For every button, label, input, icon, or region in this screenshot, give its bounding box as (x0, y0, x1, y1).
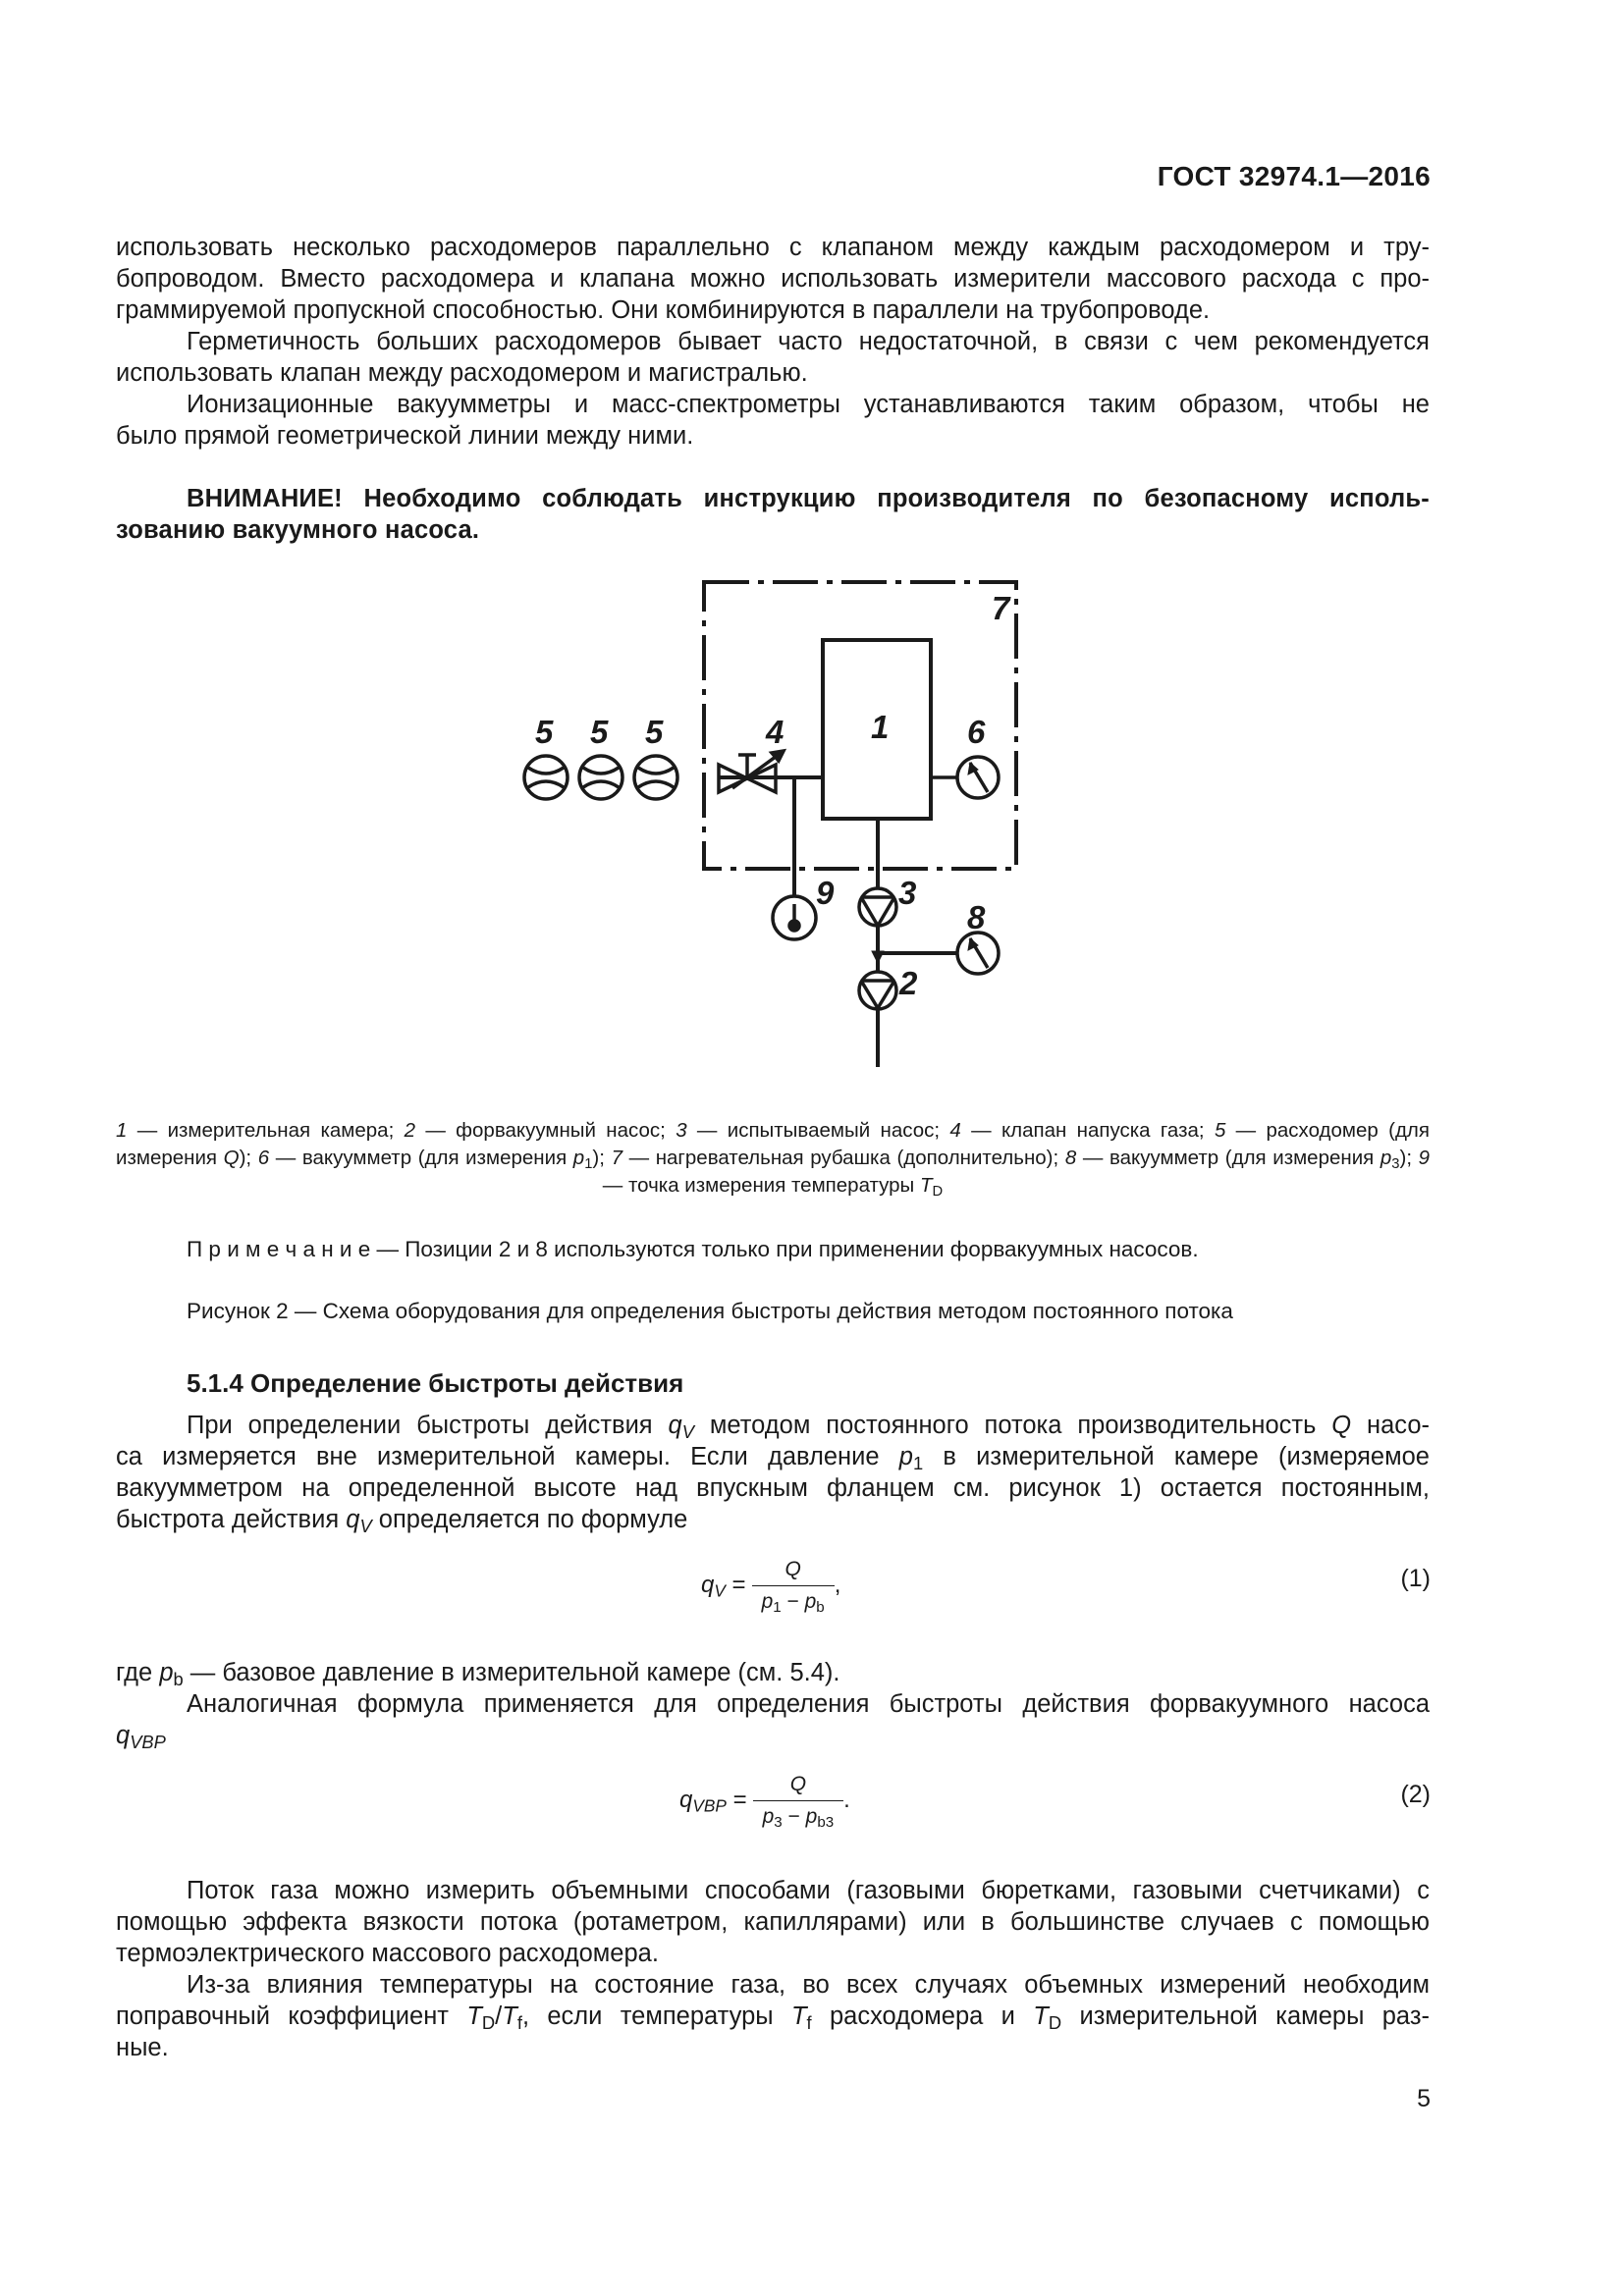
formula-1 (701, 1558, 841, 1617)
legend-text: — точка измерения температуры (602, 1174, 920, 1197)
fraction-numerator: Q (752, 1558, 835, 1586)
flowmeter-symbol (524, 756, 568, 799)
math-punctuation: . (843, 1786, 850, 1813)
warning-text (116, 483, 1430, 546)
math-symbol: p (159, 1659, 174, 1686)
text-run: насо- (1351, 1412, 1430, 1439)
fraction-denominator (752, 1586, 835, 1617)
figure-caption: Рисунок 2 — Схема оборудования для определения быстроты действия методом постоянного потока (187, 1299, 1233, 1323)
legend-text: ); (239, 1147, 258, 1169)
formula-number: (2) (1400, 1781, 1431, 1808)
intro-line: было прямой геометрической линии между ними. (116, 422, 694, 450)
math-symbol: q (701, 1571, 715, 1598)
math-subscript: 1 (773, 1599, 782, 1617)
legend-text: — клапан напуска газа; (960, 1119, 1215, 1142)
math-symbol: T (502, 2002, 517, 2030)
figure-note: П р и м е ч а н и е — Позиции 2 и 8 используются только при применении форвакуумных насосов. (187, 1237, 1199, 1261)
legend-subscript: D (932, 1184, 944, 1201)
legend-text: — нагревательная рубашка (дополнительно); (622, 1147, 1065, 1169)
label-2: 2 (899, 965, 918, 1001)
math-subscript: 3 (774, 1814, 783, 1832)
intro-line: граммируемой пропускной способностью. Они комбинируются в параллели на трубопроводе. (116, 296, 1211, 324)
figure-legend (116, 1117, 1430, 1200)
text-run: где (116, 1659, 160, 1686)
temperature-point-9 (773, 896, 816, 939)
section-line (116, 1410, 1430, 1441)
legend-number: 1 (116, 1119, 128, 1142)
legend-number: 4 (949, 1119, 961, 1142)
section-heading: 5.1.4 Определение быстроты действия (187, 1368, 684, 1398)
standard-header: ГОСТ 32974.1—2016 (1157, 161, 1431, 191)
flowmeter-symbol (579, 756, 622, 799)
section-line: Из-за влияния температуры на состояние газа, во всех случаях объемных измерений необходим (187, 1971, 1430, 1999)
legend-symbol: p (572, 1147, 585, 1169)
math-symbol: q (668, 1412, 682, 1439)
warning-line: ВНИМАНИЕ! Необходимо соблюдать инструкцию производителя по безопасному исполь- (187, 485, 1430, 512)
math-symbol: q (346, 1506, 360, 1533)
math-punctuation: , (834, 1571, 841, 1598)
math-subscript: VBP (692, 1795, 727, 1816)
label-1: 1 (871, 709, 890, 745)
section-line (116, 1720, 1430, 1751)
vacuum-gauge-6 (931, 757, 999, 798)
text-run: расходомера и (811, 2002, 1034, 2030)
legend-text: — вакуумметр (для измерения (1076, 1147, 1380, 1169)
section-text (116, 1875, 1430, 2063)
math-subscript: V (681, 1421, 694, 1443)
legend-subscript: 1 (584, 1156, 593, 1173)
text-run: — базовое давление в измерительной камере (см. 5.4). (183, 1659, 840, 1686)
math-subscript: b3 (817, 1814, 835, 1832)
math-subscript: 1 (912, 1453, 924, 1474)
test-pump-3 (859, 888, 896, 926)
math-operator: / (495, 2002, 503, 2030)
section-line (116, 2001, 1430, 2032)
text-run: быстрота действия (116, 1506, 347, 1533)
math-subscript: f (806, 2012, 812, 2034)
legend-text: — испытываемый насос; (686, 1119, 950, 1142)
intro-line: использовать несколько расходомеров параллельно с клапаном между каждым расходомером и тру- (116, 234, 1430, 261)
math-subscript: b (173, 1669, 184, 1690)
fraction-denominator (753, 1801, 844, 1832)
intro-line: Герметичность больших расходомеров бывает часто недостаточной, в связи с чем рекомендуется (187, 328, 1430, 355)
legend-number: 9 (1418, 1147, 1431, 1169)
warning-line: зованию вакуумного насоса. (116, 516, 480, 544)
legend-text: ); (1399, 1147, 1419, 1169)
intro-line: бопроводом. Вместо расходомера и клапана можно использовать измерители массового расхода с про- (116, 265, 1430, 293)
section-line: вакуумметром на определенной высоте над впускным фланцем см. рисунок 1) остается постоянным, (116, 1474, 1430, 1502)
legend-text: — форвакуумный насос; (415, 1119, 676, 1142)
formula-2 (679, 1773, 850, 1832)
intro-line: Ионизационные вакуумметры и масс-спектрометры устанавливаются таким образом, чтобы не (187, 391, 1430, 418)
fraction (753, 1773, 844, 1832)
legend-text: ); (592, 1147, 612, 1169)
legend-number: 3 (676, 1119, 687, 1142)
math-symbol: q (116, 1722, 131, 1749)
legend-number: 8 (1064, 1147, 1077, 1169)
math-subscript: f (516, 2012, 522, 2034)
math-operator: = (726, 1786, 747, 1813)
math-symbol: p (761, 1590, 774, 1613)
text-run: поправочный коэффициент (116, 2002, 467, 2030)
legend-subscript: 3 (1391, 1156, 1400, 1173)
section-line: Аналогичная формула применяется для определения быстроты действия форвакуумного насоса (187, 1690, 1430, 1718)
equipment-schematic (511, 574, 1060, 1075)
label-5: 5 (535, 714, 554, 750)
math-symbol: p (804, 1590, 817, 1613)
text-run: определяется по формуле (371, 1506, 688, 1533)
section-line: термоэлектрического массового расходомера. (116, 1940, 659, 1967)
math-subscript: D (481, 2012, 496, 2034)
text-run: измерительной камеры раз- (1061, 2002, 1430, 2030)
section-line (116, 1504, 1430, 1535)
text-run: са измеряется вне измерительной камеры. Если давление (116, 1443, 899, 1470)
legend-number: 2 (404, 1119, 415, 1142)
formula-number: (1) (1400, 1565, 1431, 1592)
math-symbol: Q (1331, 1412, 1352, 1439)
legend-number: 7 (611, 1147, 622, 1169)
section-line (116, 1441, 1430, 1472)
math-symbol: p (762, 1805, 775, 1828)
section-line: Поток газа можно измерить объемными способами (газовыми бюретками, газовыми счетчиками) с (187, 1877, 1430, 1904)
math-subscript: VBP (130, 1732, 166, 1753)
math-operator: − (781, 1590, 805, 1613)
legend-symbol: T (920, 1174, 933, 1197)
math-symbol: p (805, 1805, 818, 1828)
math-symbol: p (898, 1443, 913, 1470)
section-text (116, 1657, 1430, 1751)
label-5: 5 (590, 714, 609, 750)
legend-number: 6 (257, 1147, 270, 1169)
fraction (752, 1558, 835, 1617)
section-line: помощью эффекта вязкости потока (ротаметром, капиллярами) или в большинстве случаев с помощью (116, 1908, 1430, 1936)
intro-text (116, 232, 1430, 452)
intro-line: использовать клапан между расходомером и магистралью. (116, 359, 808, 387)
label-9: 9 (816, 875, 835, 911)
text-run: При определении быстроты действия (187, 1412, 669, 1439)
section-line (116, 1657, 1430, 1688)
label-8: 8 (967, 899, 986, 935)
text-run: , если температуры (521, 2002, 791, 2030)
legend-text: — измерительная камера; (127, 1119, 405, 1142)
math-symbol: q (679, 1786, 693, 1813)
section-text (116, 1410, 1430, 1535)
math-operator: = (725, 1571, 746, 1598)
math-symbol: T (790, 2002, 807, 2030)
legend-symbol: Q (223, 1147, 240, 1169)
math-subscript: b (816, 1599, 825, 1617)
label-7: 7 (992, 590, 1010, 626)
legend-text: — расходомер (для измерения (116, 1119, 1430, 1169)
vacuum-gauge-8 (957, 933, 999, 974)
math-operator: − (782, 1805, 806, 1828)
gas-inlet-valve (719, 751, 784, 792)
legend-number: 5 (1214, 1119, 1226, 1142)
page-number: 5 (1417, 2085, 1431, 2112)
text-run: в измерительной камере (измеряемое (923, 1443, 1430, 1470)
flowmeter-symbol (634, 756, 677, 799)
label-6: 6 (967, 714, 986, 750)
legend-text: — вакуумметр (для измерения (269, 1147, 573, 1169)
label-5: 5 (645, 714, 664, 750)
fore-pump-2 (859, 972, 896, 1009)
math-subscript: D (1048, 2012, 1062, 2034)
math-symbol: T (466, 2002, 482, 2030)
label-4: 4 (766, 714, 784, 750)
math-subscript: V (359, 1516, 372, 1537)
text-run: методом постоянного потока производительность (693, 1412, 1332, 1439)
fraction-numerator: Q (753, 1773, 844, 1801)
legend-symbol: p (1380, 1147, 1392, 1169)
label-3: 3 (898, 875, 917, 911)
section-line: ные. (116, 2034, 169, 2061)
math-symbol: T (1033, 2002, 1049, 2030)
math-subscript: V (714, 1580, 726, 1601)
